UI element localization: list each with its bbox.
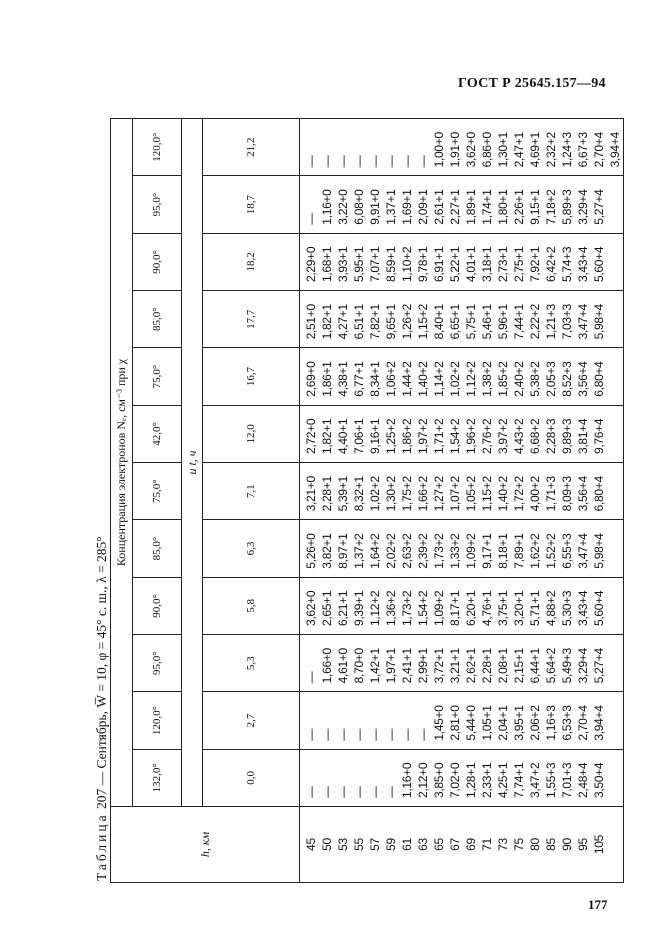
concentration-value: 3,97+2 [496,418,510,455]
concentration-value: 2,70+4 [592,132,606,168]
standard-header: ГОСТ Р 25645.157—94 [458,76,606,91]
electron-concentration-table [110,118,624,883]
concentration-column [300,348,624,405]
concentration-value: 3,93+1 [336,246,350,283]
concentration-value: 8,52+3 [560,361,574,397]
concentration-value: 3,18+1 [480,246,494,283]
chi-header: 95,0° [133,176,182,233]
concentration-value: 1,72+2 [512,476,526,512]
concentration-value: 2,05+3 [544,361,558,397]
concentration-value: 1,16+3 [544,705,558,741]
h-value: 75 [512,838,526,851]
concentration-value: 2,48+4 [576,762,590,798]
concentration-value: 2,41+1 [400,648,414,684]
concentration-column [300,405,624,462]
concentration-value: 4,27+1 [336,304,350,340]
h-value: 85 [544,838,558,851]
concentration-value: 9,65+1 [384,304,398,340]
t-value-header: 5,8 [203,577,300,634]
concentration-value: 1,52+2 [544,533,558,569]
concentration-value: 9,15+1 [528,189,542,225]
concentration-column [300,577,624,634]
concentration-value: 6,91+1 [432,246,446,283]
concentration-value: 8,18+1 [496,533,510,569]
concentration-value: 9,39+1 [352,590,366,627]
h-value: 57 [368,838,382,851]
concentration-value: 1,62+2 [528,533,542,569]
concentration-value: 2,28+1 [320,476,334,512]
concentration-value: 6,80+4 [592,361,606,397]
concentration-value: 2,70+4 [576,705,590,741]
concentration-value: 1,69+1 [400,189,414,225]
concentration-value: 4,69+1 [528,132,542,168]
concentration-value: 1,09+2 [432,590,446,627]
chi-header: 42,0° [133,405,182,462]
concentration-value: 1,40+2 [416,361,430,397]
concentration-value: 9,17+1 [480,533,494,569]
caption-text: 207 — Сентябрь, W̅ = 10, φ = 45° с. ш., λ = 285° [94,536,109,809]
concentration-value: — [320,786,334,798]
concentration-value: 2,27+1 [448,189,462,225]
concentration-value: 8,34+1 [368,361,382,397]
concentration-value: — [416,728,430,741]
concentration-value: 1,16+0 [400,762,414,798]
concentration-value: 6,53+3 [560,705,574,741]
concentration-value: 5,38+2 [528,361,542,397]
concentration-value: 6,67+3 [576,132,590,168]
concentration-value: 3,94+4 [608,132,622,168]
concentration-value: 6,20+1 [464,590,478,627]
concentration-value: 5,74+3 [560,246,574,283]
concentration-value: — [336,728,350,741]
concentration-value: 6,21+1 [336,590,350,627]
concentration-value: 8,97+1 [336,533,350,569]
concentration-value: 2,51+0 [304,304,318,340]
concentration-value: 4,01+1 [464,246,478,283]
concentration-value: 3,62+0 [464,132,478,168]
concentration-value: — [336,155,350,168]
h-value: 61 [400,838,414,851]
concentration-value: 1,00+0 [432,132,446,168]
concentration-value: 2,39+2 [416,533,430,569]
concentration-value: 1,40+2 [496,476,510,512]
concentration-value: 5,89+3 [560,189,574,225]
concentration-value: — [416,155,430,168]
concentration-value: — [304,671,318,684]
t-value-header: 0,0 [203,749,300,806]
concentration-value: — [304,786,318,798]
concentration-value: 4,43+2 [512,418,526,455]
t-header: и t, ч [182,119,203,807]
chi-header: 120,0° [133,692,182,749]
concentration-value: 1,05+1 [480,705,494,741]
h-value: 69 [464,838,478,851]
concentration-value: 1,82+1 [320,304,334,340]
concentration-value: 2,65+1 [320,590,334,627]
concentration-column [300,233,624,290]
concentration-value: 2,08+1 [496,648,510,684]
concentration-value: 2,75+1 [512,246,526,283]
h-value: 80 [528,838,542,851]
concentration-value: 3,75+1 [496,590,510,627]
concentration-value: 1,30+2 [384,476,398,512]
concentration-value: 8,32+1 [352,476,366,512]
concentration-value: 5,98+4 [592,533,606,569]
concentration-value: 2,81+0 [448,705,462,741]
concentration-value: 3,50+4 [592,762,606,798]
concentration-value: 5,64+2 [544,648,558,684]
concentration-value: 4,76+1 [480,590,494,627]
concentration-value: — [352,786,366,798]
h-value: 55 [352,838,366,851]
rotated-table-block [93,118,622,883]
concentration-value: 7,03+3 [560,304,574,340]
concentration-value: 1,37+1 [384,189,398,225]
concentration-value: 5,71+1 [528,590,542,627]
concentration-value: 1,44+2 [400,361,414,397]
h-header: h, км [111,807,300,883]
concentration-value: 1,02+2 [368,476,382,512]
concentration-value: 2,62+1 [464,648,478,684]
concentration-value: — [352,728,366,741]
concentration-value: 2,47+1 [512,132,526,168]
concentration-value: 9,16+1 [368,418,382,455]
concentration-value: 6,77+1 [352,361,366,397]
concentration-value: 7,01+3 [560,762,574,798]
concentration-value: 2,02+2 [384,533,398,569]
concentration-column [300,291,624,348]
concentration-value: 5,27+4 [592,648,606,684]
chi-header: 132,0° [133,749,182,806]
concentration-value: 7,74+1 [512,762,526,798]
chi-header: 90,0° [133,577,182,634]
concentration-value: 1,97+1 [384,648,398,684]
concentration-value: 6,42+2 [544,246,558,283]
concentration-value: 7,06+1 [352,418,366,455]
concentration-value: 3,21+0 [304,476,318,512]
h-value: 71 [480,838,494,851]
concentration-value: 3,82+1 [320,533,334,569]
concentration-value: 1,73+2 [400,590,414,627]
concentration-header: Концентрация электронов Nₑ, см⁻³ при χ [111,119,133,807]
concentration-value: 3,85+0 [432,762,446,798]
concentration-value: 1,86+2 [400,418,414,455]
concentration-value: 1,66+0 [320,648,334,684]
concentration-value: 3,81+4 [576,418,590,455]
concentration-column [300,463,624,520]
concentration-value: 9,76+4 [592,418,606,455]
concentration-value: 5,26+0 [304,533,318,569]
concentration-value: 3,43+4 [576,590,590,627]
concentration-value: 1,36+2 [384,590,398,627]
concentration-column [300,635,624,692]
concentration-value: — [384,155,398,168]
concentration-value: 1,71+2 [432,418,446,455]
concentration-value: 1,97+2 [416,418,430,455]
concentration-value: 2,69+0 [304,361,318,397]
concentration-value: 5,75+1 [464,304,478,340]
concentration-value: 3,62+0 [304,590,318,627]
concentration-value: 1,06+2 [384,361,398,397]
concentration-column [300,176,624,233]
t-value-header: 18,2 [203,233,300,290]
concentration-value: 7,89+1 [512,533,526,569]
concentration-value: 1,54+2 [448,418,462,455]
concentration-value: 1,37+2 [352,533,366,569]
h-value: 63 [416,838,430,851]
concentration-value: 7,92+1 [528,246,542,283]
concentration-value: 4,00+2 [528,476,542,512]
concentration-value: 6,08+0 [352,189,366,225]
concentration-value: 1,91+0 [448,132,462,168]
t-value-header: 2,7 [203,692,300,749]
h-value: 65 [432,838,446,851]
t-value-header: 16,7 [203,348,300,405]
concentration-value: 4,40+1 [336,418,350,455]
concentration-value: 2,29+0 [304,246,318,283]
chi-header: 120,0° [133,119,182,176]
concentration-value: 1,55+3 [544,762,558,798]
concentration-value: 3,47+2 [528,762,542,798]
concentration-value: 1,16+0 [320,189,334,225]
t-value-header: 21,2 [203,119,300,176]
concentration-value: 1,05+2 [464,476,478,512]
concentration-value: 1,02+2 [448,361,462,397]
concentration-value: 7,07+1 [368,246,382,283]
concentration-value: — [336,786,350,798]
concentration-value: 1,85+2 [496,361,510,397]
h-value: 90 [560,838,574,851]
concentration-value: 1,15+2 [416,304,430,340]
concentration-value: 5,30+3 [560,590,574,627]
concentration-value: 3,20+1 [512,590,526,627]
t-value-header: 5,3 [203,635,300,692]
concentration-value: — [368,728,382,741]
concentration-value: 5,96+1 [496,304,510,340]
concentration-value: 5,98+4 [592,304,606,340]
t-value-header: 17,7 [203,291,300,348]
concentration-value: 1,89+1 [464,189,478,225]
concentration-value: 3,43+4 [576,246,590,283]
concentration-value: 3,21+1 [448,648,462,684]
concentration-value: 4,61+0 [336,648,350,684]
concentration-value: 4,88+2 [544,590,558,627]
concentration-value: — [304,155,318,168]
concentration-value: 5,22+1 [448,246,462,283]
concentration-value: 1,07+2 [448,476,462,512]
caption-word: Таблица [94,812,109,881]
concentration-value: 3,22+0 [336,189,350,225]
h-value: 53 [336,838,350,851]
concentration-value: 5,46+1 [480,304,494,340]
concentration-value: — [320,155,334,168]
concentration-value: 1,21+3 [544,304,558,340]
concentration-value: 1,10+2 [400,246,414,283]
concentration-value: 1,14+2 [432,361,446,397]
concentration-value: 5,95+1 [352,246,366,283]
concentration-value: 1,42+1 [368,648,382,684]
concentration-value: 2,32+2 [544,132,558,168]
t-value-header: 7,1 [203,463,300,520]
concentration-value: 9,89+3 [560,418,574,455]
concentration-value: 2,76+2 [480,418,494,455]
concentration-value: — [368,155,382,168]
concentration-value: 9,78+1 [416,246,430,283]
h-value: 73 [496,838,510,851]
concentration-value: 1,68+1 [320,246,334,283]
concentration-column [300,119,624,176]
t-value-header: 12,0 [203,405,300,462]
concentration-value: 6,65+1 [448,304,462,340]
concentration-column [300,749,624,806]
concentration-value: 1,96+2 [464,418,478,455]
concentration-value: 8,09+3 [560,476,574,512]
h-value: 95 [576,838,590,851]
concentration-value: 6,80+4 [592,476,606,512]
concentration-value: 8,70+0 [352,648,366,684]
concentration-value: 6,86+0 [480,132,494,168]
concentration-value: 6,44+1 [528,648,542,684]
concentration-value: — [320,728,334,741]
concentration-value: 1,28+1 [464,762,478,798]
concentration-value: 1,26+2 [400,304,414,340]
concentration-value: 1,75+2 [400,476,414,512]
concentration-value: — [384,786,398,798]
concentration-value: 3,47+4 [576,304,590,340]
concentration-value: 7,02+0 [448,762,462,798]
concentration-value: 1,73+2 [432,533,446,569]
chi-header: 85,0° [133,291,182,348]
page-number: 177 [588,897,608,912]
concentration-value: 2,09+1 [416,189,430,225]
concentration-value: 3,72+1 [432,648,446,684]
concentration-value: 2,61+1 [432,189,446,225]
concentration-value: — [304,728,318,741]
table-caption [93,118,110,883]
concentration-value: — [400,728,414,741]
concentration-column [300,520,624,577]
concentration-value: 4,38+1 [336,361,350,397]
concentration-value: 7,18+2 [544,189,558,225]
concentration-value: 2,99+1 [416,648,430,684]
concentration-value: 3,56+4 [576,476,590,512]
concentration-value: 2,12+0 [416,762,430,798]
concentration-value: 2,28+3 [544,418,558,455]
concentration-value: 2,15+1 [512,648,526,684]
concentration-value: 1,09+2 [464,533,478,569]
h-value: 105 [592,834,606,855]
concentration-value: 1,15+2 [480,476,494,512]
concentration-value: 2,33+1 [480,762,494,798]
concentration-value: 1,80+1 [496,189,510,225]
concentration-column [300,692,624,749]
concentration-value: 4,25+1 [496,762,510,798]
concentration-value: 1,30+1 [496,132,510,168]
chi-header: 75,0° [133,463,182,520]
h-value: 50 [320,838,334,851]
concentration-value: 9,91+0 [368,189,382,225]
concentration-value: 6,51+1 [352,304,366,340]
concentration-value: 8,59+1 [384,246,398,283]
concentration-value: 2,26+1 [512,189,526,225]
concentration-value: 2,06+2 [528,705,542,741]
h-value: 67 [448,838,462,851]
concentration-value: 7,44+1 [512,304,526,340]
concentration-value: 5,60+4 [592,590,606,627]
concentration-value: 1,86+1 [320,361,334,397]
concentration-value: 1,12+2 [368,590,382,627]
concentration-value: 5,60+4 [592,246,606,283]
concentration-value: 3,94+4 [592,705,606,741]
concentration-value: 2,28+1 [480,648,494,684]
concentration-value: 1,82+1 [320,418,334,455]
concentration-value: 1,12+2 [464,361,478,397]
concentration-value: 1,64+2 [368,533,382,569]
concentration-value: 7,82+1 [368,304,382,340]
concentration-value: 1,33+2 [448,533,462,569]
concentration-value: 1,38+2 [480,361,494,397]
concentration-value: 5,44+0 [464,705,478,741]
t-value-header: 6,3 [203,520,300,577]
concentration-value: 5,49+3 [560,648,574,684]
concentration-value: 2,72+0 [304,418,318,455]
t-value-header: 18,7 [203,176,300,233]
concentration-value: 5,27+4 [592,189,606,225]
concentration-value: 1,71+3 [544,476,558,512]
concentration-value: 1,66+2 [416,476,430,512]
concentration-value: 8,17+1 [448,590,462,627]
concentration-value: 1,25+2 [384,418,398,455]
concentration-value: 3,29+4 [576,648,590,684]
h-values-cell [300,807,624,883]
chi-header: 75,0° [133,348,182,405]
chi-header: 90,0° [133,233,182,290]
concentration-value: — [384,728,398,741]
concentration-value: 8,40+1 [432,304,446,340]
concentration-value: 6,55+3 [560,533,574,569]
concentration-value: 3,95+1 [512,705,526,741]
concentration-value: 3,47+4 [576,533,590,569]
concentration-value: 2,40+2 [512,361,526,397]
chi-header: 85,0° [133,520,182,577]
concentration-value: 5,39+1 [336,476,350,512]
concentration-value: 1,45+0 [432,705,446,741]
h-value: 45 [304,838,318,851]
concentration-value: — [368,786,382,798]
concentration-value: — [352,155,366,168]
concentration-value: 1,54+2 [416,590,430,627]
concentration-value: 3,29+4 [576,189,590,225]
concentration-value: 2,73+1 [496,246,510,283]
concentration-value: 6,68+2 [528,418,542,455]
concentration-value: — [400,155,414,168]
concentration-value: 1,74+1 [480,189,494,225]
concentration-value: 3,56+4 [576,361,590,397]
concentration-value: 2,63+2 [400,533,414,569]
concentration-value: 2,04+1 [496,705,510,741]
h-value: 59 [384,838,398,851]
chi-header: 95,0° [133,635,182,692]
concentration-value: 1,24+3 [560,132,574,168]
concentration-value: 2,22+2 [528,304,542,340]
concentration-value: 1,27+2 [432,476,446,512]
concentration-value: — [304,213,318,225]
